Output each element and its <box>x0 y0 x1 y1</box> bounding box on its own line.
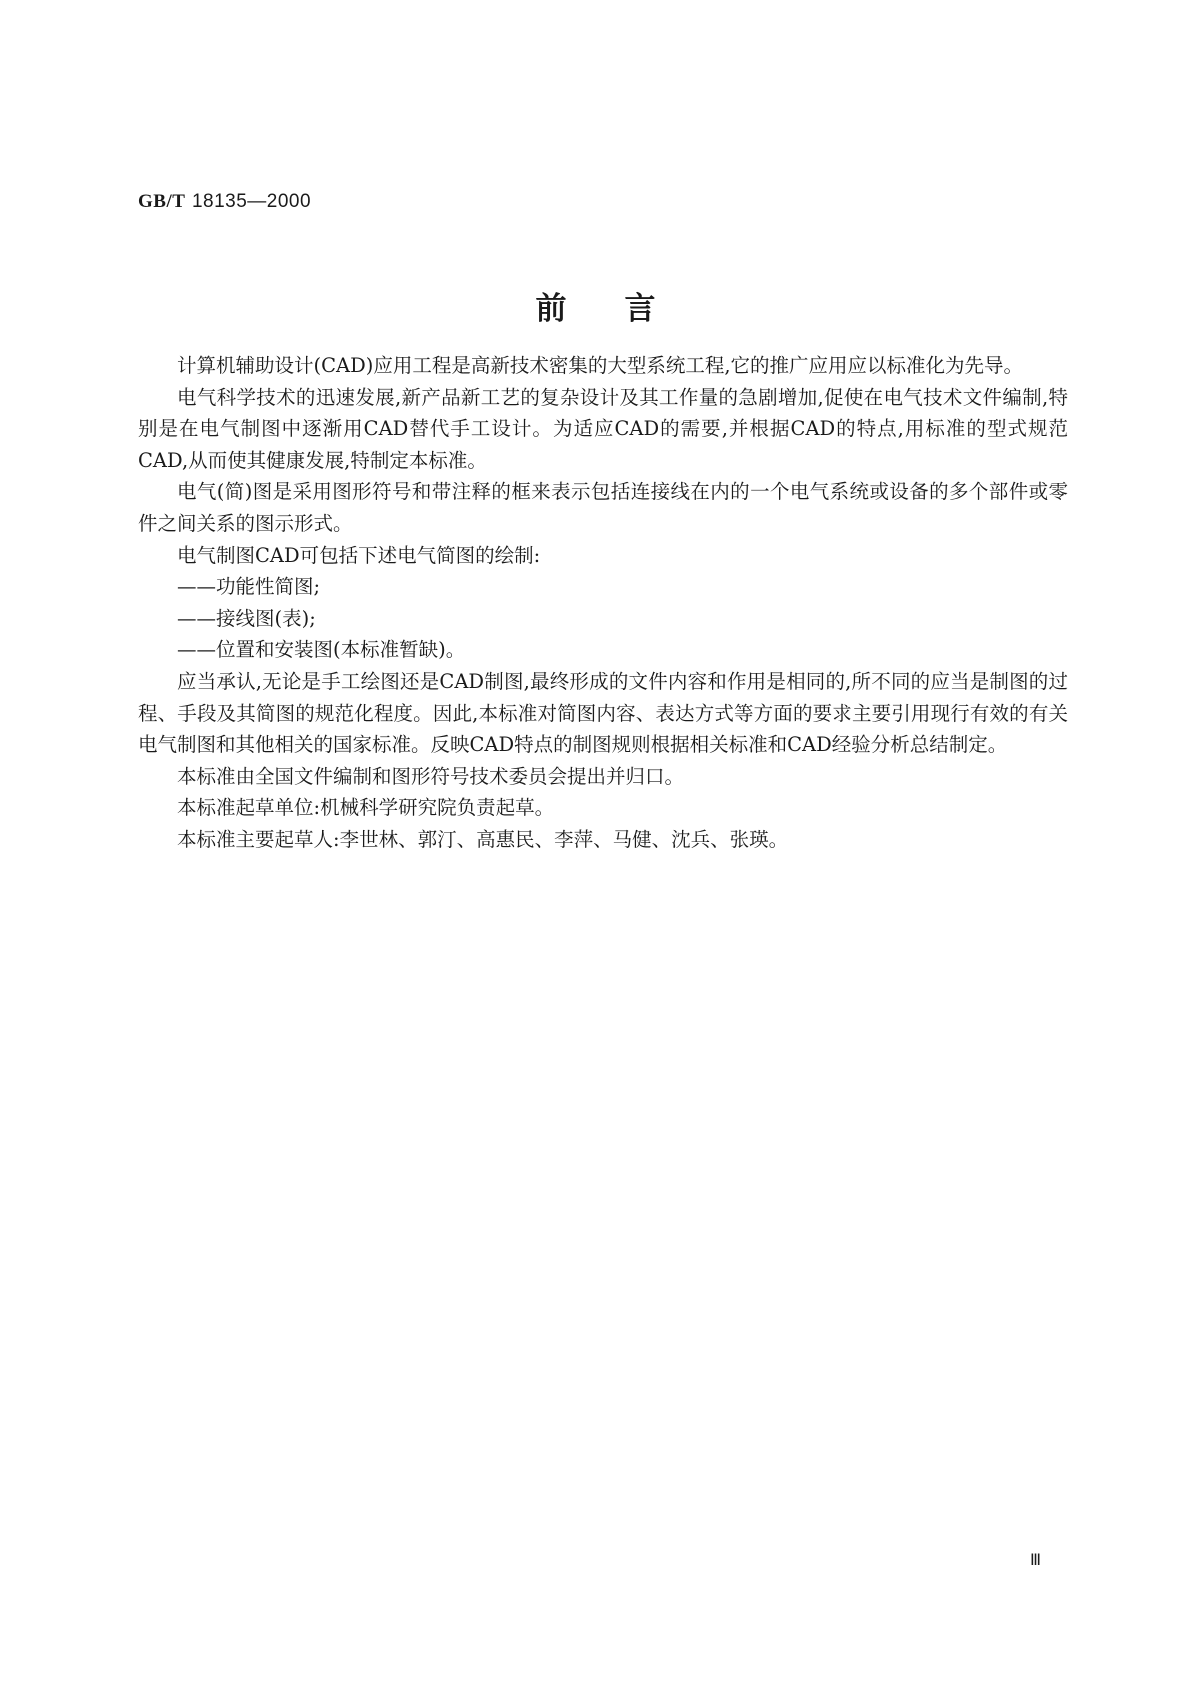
paragraph: 本标准主要起草人:李世林、郭汀、高惠民、李萍、马健、沈兵、张瑛。 <box>177 827 789 851</box>
list-item: ——功能性简图; <box>177 575 321 599</box>
paragraph: 本标准由全国文件编制和图形符号技术委员会提出并归口。 <box>177 764 685 788</box>
page-number: Ⅲ <box>1030 1552 1042 1569</box>
paragraph: 本标准起草单位:机械科学研究院负责起草。 <box>177 796 555 820</box>
foreword-body <box>138 350 1068 856</box>
paragraph: 应当承认,无论是手工绘图还是CAD制图,最终形成的文件内容和作用是相同的,所不同的应当是制图的过程、手段及其简图的规范化程度。因此,本标准对简图内容、表达方式等方面的要求主要引用现行有效的有关电气制图和其他相关的国家标准。反映CAD特点的制图规则根据相关标准和CAD经验分析总结制定。 <box>138 669 1068 757</box>
standard-prefix: GB/T <box>138 191 186 212</box>
list-item: ——接线图(表); <box>177 606 316 630</box>
paragraph: 计算机辅助设计(CAD)应用工程是高新技术密集的大型系统工程,它的推广应用应以标准化为先导。 <box>177 354 1024 377</box>
list-item: ——位置和安装图(本标准暂缺)。 <box>177 638 466 662</box>
standard-code <box>138 190 311 213</box>
page-title: 前言 <box>535 291 714 327</box>
paragraph: 电气制图CAD可包括下述电气简图的绘制: <box>177 543 541 567</box>
paragraph: 电气(简)图是采用图形符号和带注释的框来表示包括连接线在内的一个电气系统或设备的多个部件或零件之间关系的图示形式。 <box>138 480 1068 535</box>
standard-number: 18135—2000 <box>191 191 312 212</box>
paragraph: 电气科学技术的迅速发展,新产品新工艺的复杂设计及其工作量的急剧增加,促使在电气技术文件编制,特别是在电气制图中逐渐用CAD替代手工设计。为适应CAD的需要,并根据CAD的特点,用标准的型式规范CAD,从而使其健康发展,特制定本标准。 <box>138 385 1068 472</box>
